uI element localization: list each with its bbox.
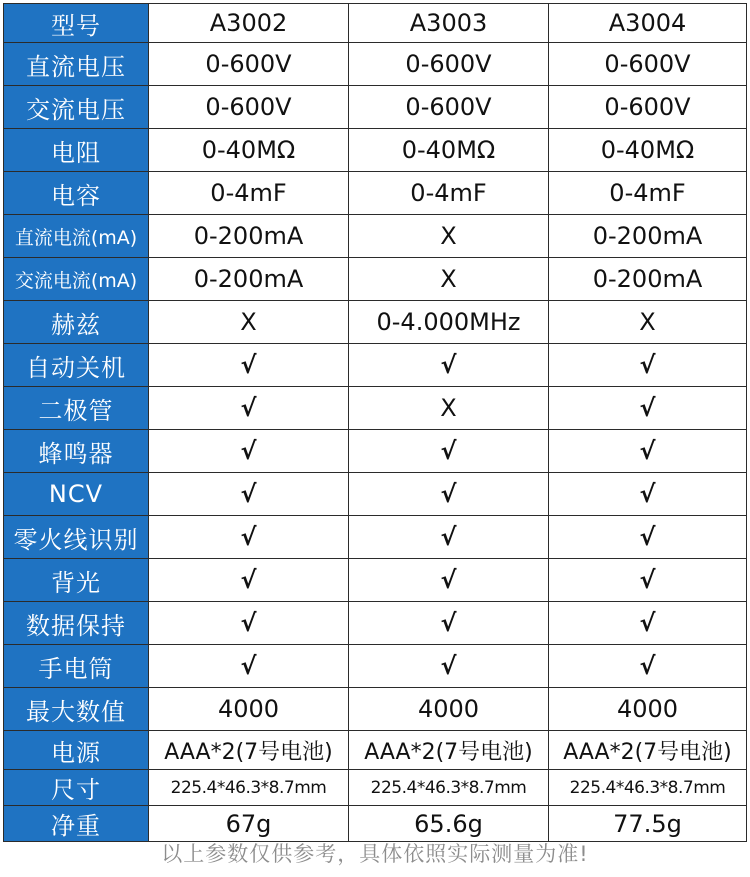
disclaimer-note: 以上参数仅供参考，具体依照实际测量为准! [161,842,589,866]
row-label-cell: 净重 [4,806,149,842]
row-label-cell: 交流电压 [4,86,149,129]
check-mark-cell: √ [149,516,349,559]
check-mark-cell: √ [549,473,747,516]
value-cell: 0-40MΩ [149,129,349,172]
table-row [4,806,747,842]
value-cell: 0-200mA [549,215,747,258]
check-mark-cell: √ [149,430,349,473]
cross-mark-cell: X [549,301,747,344]
table-row [4,516,747,559]
value-cell: 0-200mA [149,215,349,258]
value-cell: AAA*2(7号电池) [549,731,747,770]
table-row [4,43,747,86]
table-row [4,645,747,688]
check-mark-cell: √ [549,387,747,430]
row-label-cell: 数据保持 [4,602,149,645]
check-mark-cell: √ [549,559,747,602]
check-mark-cell: √ [349,473,549,516]
value-cell: 0-600V [549,86,747,129]
check-mark-cell: √ [149,387,349,430]
check-mark-cell: √ [349,559,549,602]
value-cell: 225.4*46.3*8.7mm [549,770,747,806]
value-cell: 0-600V [349,43,549,86]
check-mark-cell: √ [549,430,747,473]
row-label-cell: 交流电流(mA) [4,258,149,301]
value-cell: 0-600V [349,86,549,129]
check-mark-cell: √ [149,559,349,602]
table-row [4,770,747,806]
value-cell: 0-4mF [549,172,747,215]
value-cell: 65.6g [349,806,549,842]
cross-mark-cell: X [349,215,549,258]
check-mark-cell: √ [549,516,747,559]
row-label-cell: NCV [4,473,149,516]
check-mark-cell: √ [349,344,549,387]
model-cell: A3002 [149,4,349,43]
check-mark-cell: √ [149,344,349,387]
check-mark-cell: √ [349,602,549,645]
row-label-cell: 背光 [4,559,149,602]
cross-mark-cell: X [349,258,549,301]
row-label-cell: 直流电压 [4,43,149,86]
row-label-cell: 自动关机 [4,344,149,387]
table-row [4,559,747,602]
value-cell: 0-4mF [149,172,349,215]
check-mark-cell: √ [149,645,349,688]
cross-mark-cell: X [349,387,549,430]
value-cell: AAA*2(7号电池) [349,731,549,770]
table-row [4,258,747,301]
check-mark-cell: √ [149,473,349,516]
table-row [4,215,747,258]
check-mark-cell: √ [349,645,549,688]
value-cell: 0-200mA [149,258,349,301]
check-mark-cell: √ [149,602,349,645]
value-cell: 225.4*46.3*8.7mm [149,770,349,806]
row-label-cell: 直流电流(mA) [4,215,149,258]
table-row [4,387,747,430]
row-label-cell: 二极管 [4,387,149,430]
model-cell: A3003 [349,4,549,43]
table-row [4,86,747,129]
table-row [4,430,747,473]
row-label-cell: 最大数值 [4,688,149,731]
value-cell: 0-40MΩ [349,129,549,172]
value-cell: 0-600V [149,86,349,129]
value-cell: AAA*2(7号电池) [149,731,349,770]
row-label-cell: 电阻 [4,129,149,172]
value-cell: 0-4.000MHz [349,301,549,344]
spec-comparison-table [3,3,747,842]
row-label-cell: 零火线识别 [4,516,149,559]
value-cell: 225.4*46.3*8.7mm [349,770,549,806]
table-row [4,473,747,516]
value-cell: 0-600V [149,43,349,86]
row-label-cell: 尺寸 [4,770,149,806]
header-label-cell: 型号 [4,4,149,43]
check-mark-cell: √ [549,602,747,645]
header-row [4,4,747,43]
row-label-cell: 赫兹 [4,301,149,344]
check-mark-cell: √ [349,516,549,559]
model-cell: A3004 [549,4,747,43]
value-cell: 0-40MΩ [549,129,747,172]
check-mark-cell: √ [549,344,747,387]
value-cell: 77.5g [549,806,747,842]
table-row [4,129,747,172]
value-cell: 67g [149,806,349,842]
row-label-cell: 电源 [4,731,149,770]
row-label-cell: 蜂鸣器 [4,430,149,473]
value-cell: 0-4mF [349,172,549,215]
check-mark-cell: √ [549,645,747,688]
row-label-cell: 电容 [4,172,149,215]
table-row [4,301,747,344]
table-row [4,731,747,770]
table-row [4,688,747,731]
table-row [4,172,747,215]
value-cell: 4000 [549,688,747,731]
value-cell: 0-200mA [549,258,747,301]
table-row [4,344,747,387]
value-cell: 4000 [349,688,549,731]
table-row [4,602,747,645]
cross-mark-cell: X [149,301,349,344]
value-cell: 4000 [149,688,349,731]
value-cell: 0-600V [549,43,747,86]
check-mark-cell: √ [349,430,549,473]
row-label-cell: 手电筒 [4,645,149,688]
